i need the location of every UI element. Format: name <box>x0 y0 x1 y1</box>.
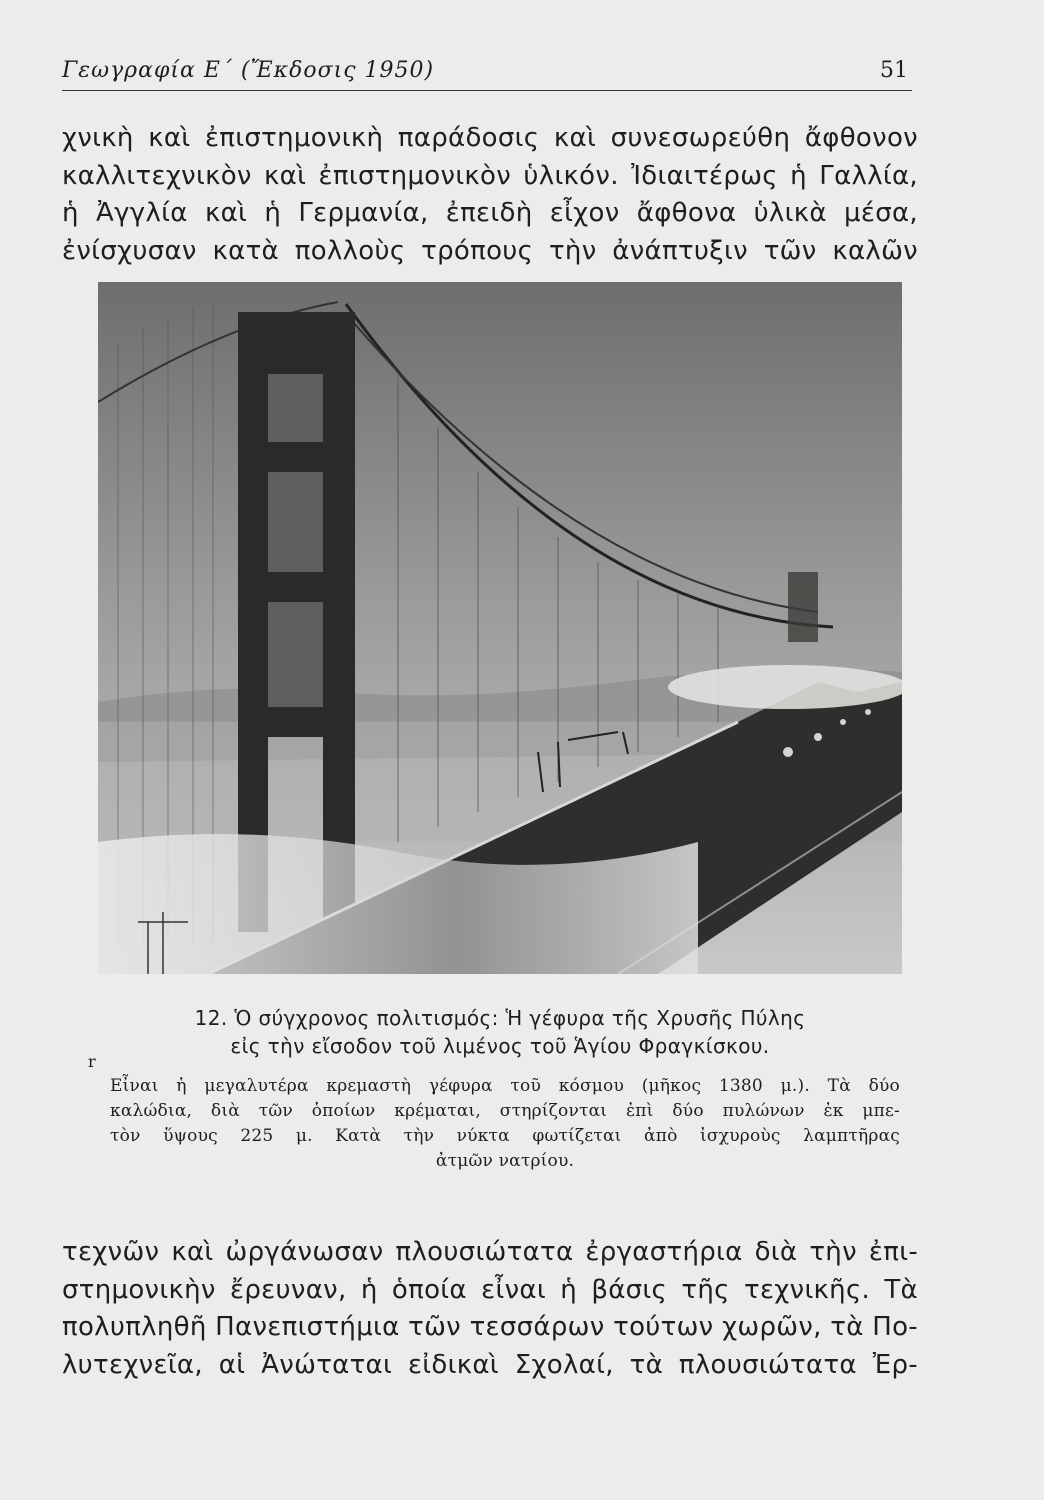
caption-body-line: ἀτμῶν νατρίου. <box>435 1151 575 1171</box>
top-paragraph <box>62 120 918 270</box>
bridge-photograph <box>98 282 902 974</box>
text-line: ἐνίσχυσαν κατὰ πολλοὺς τρόπους τὴν ἀνάπτυξιν τῶν καλῶν <box>62 235 918 266</box>
text-line: λυτεχνεῖα, αἱ Ἀνώταται εἰδικαὶ Σχολαί, τὰ πλουσιώτατα Ἐρ- <box>62 1349 918 1380</box>
caption-body-line: Εἶναι ἡ μεγαλυτέρα κρεμαστὴ γέφυρα τοῦ κόσμου (μῆκος 1380 μ.). Τὰ δύο <box>110 1076 900 1096</box>
page-number: 51 <box>880 58 908 83</box>
running-head-title: Γεωγραφία Ε΄ (Ἔκδοσις 1950) <box>62 58 435 83</box>
text-line: χνικὴ καὶ ἐπιστημονικὴ παράδοσις καὶ συνεσωρεύθη ἄφθονον <box>62 123 918 153</box>
text-line: καλλιτεχνικὸν καὶ ἐπιστημονικὸν ὑλικόν. Ἰδιαιτέρως ἡ Γαλλία, <box>62 160 918 191</box>
caption-line: εἰς τὴν εἴσοδον τοῦ λιμένος τοῦ Ἁγίου Φραγκίσκου. <box>230 1034 770 1058</box>
text-line: τεχνῶν καὶ ὠργάνωσαν πλουσιώτατα ἐργαστήρια διὰ τὴν ἐπι- <box>62 1237 918 1267</box>
running-head <box>62 52 912 91</box>
bottom-paragraph <box>62 1234 918 1384</box>
stray-mark: r <box>88 1052 96 1071</box>
caption-body-line: καλώδια, διὰ τῶν ὁποίων κρέμαται, στηρίζονται ἐπὶ δύο πυλώνων ἐκ μπε- <box>110 1101 900 1121</box>
caption-line: 12. Ὁ σύγχρονος πολιτισμός: Ἡ γέφυρα τῆς Χρυσῆς Πύλης <box>194 1006 806 1030</box>
text-line: στημονικὴν ἔρευναν, ἡ ὁποία εἶναι ἡ βάσις τῆς τεχνικῆς. Τὰ <box>62 1274 918 1305</box>
text-line: πολυπληθῆ Πανεπιστήμια τῶν τεσσάρων τούτων χωρῶν, τὰ Πο- <box>62 1312 918 1342</box>
text-line: ἡ Ἀγγλία καὶ ἡ Γερμανία, ἐπειδὴ εἶχον ἄφθονα ὑλικὰ μέσα, <box>62 198 918 228</box>
figure-caption-body <box>110 1074 900 1174</box>
caption-body-line: τὸν ὕψους 225 μ. Κατὰ τὴν νύκτα φωτίζεται ἀπὸ ἰσχυροὺς λαμπτῆρας <box>110 1126 900 1146</box>
figure-caption-title <box>100 1004 900 1060</box>
bridge-photo-illustration <box>98 282 902 974</box>
